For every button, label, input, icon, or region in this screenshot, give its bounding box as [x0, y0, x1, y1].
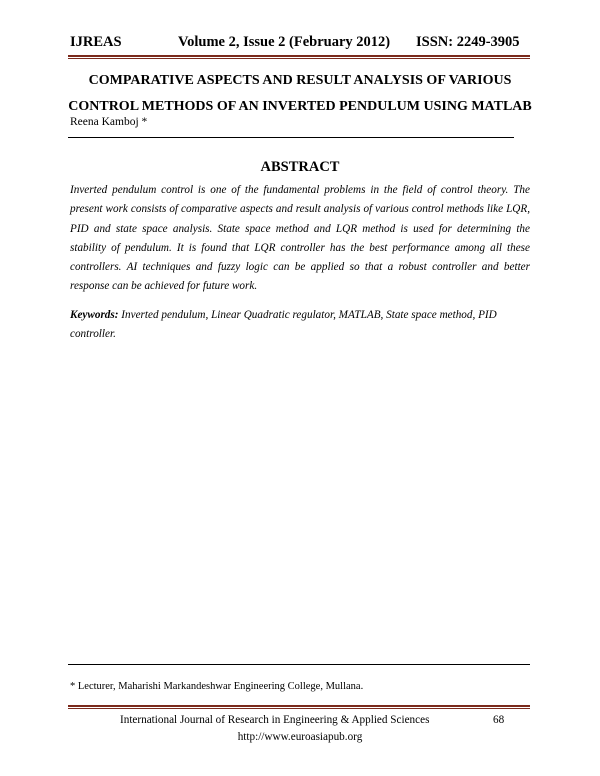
header-divider: [68, 55, 530, 59]
keywords-label: Keywords:: [70, 309, 119, 321]
abstract-heading: ABSTRACT: [260, 159, 340, 175]
journal-abbreviation: IJREAS: [70, 34, 122, 50]
issn: ISSN: 2249-3905: [416, 34, 520, 50]
author-affiliation-footnote: * Lecturer, Maharishi Markandeshwar Engineering College, Mullana.: [70, 681, 364, 692]
footer-journal-name: International Journal of Research in Engineering & Applied Sciences: [120, 714, 430, 726]
paper-title-line-2: CONTROL METHODS OF AN INVERTED PENDULUM USING MATLAB: [68, 99, 532, 114]
keywords: [70, 306, 530, 345]
paper-title-line-1: COMPARATIVE ASPECTS AND RESULT ANALYSIS OF VARIOUS: [88, 73, 512, 88]
paper-title: [60, 68, 540, 120]
footnote-divider: [68, 664, 530, 665]
keywords-list: Inverted pendulum, Linear Quadratic regulator, MATLAB, State space method, PID controller.: [70, 309, 497, 341]
abstract-body: Inverted pendulum control is one of the fundamental problems in the field of control theory. The present work consists of comparative aspects and result analysis of various control methods like LQR, PID and state space analysis. State space method and LQR method is used for determining the stability of pendulum. It is found that LQR controller has the best performance among all these controllers. AI techniques and fuzzy logic can be applied so that a robust controller and better response can be achieved for future work.: [70, 184, 530, 293]
footer-url[interactable]: http://www.euroasiapub.org: [237, 731, 363, 743]
volume-issue: Volume 2, Issue 2 (February 2012): [178, 34, 391, 50]
page-number: 68: [493, 714, 505, 726]
author-name: Reena Kamboj *: [70, 116, 148, 128]
footer-divider: [68, 705, 530, 709]
title-divider: [68, 137, 514, 138]
